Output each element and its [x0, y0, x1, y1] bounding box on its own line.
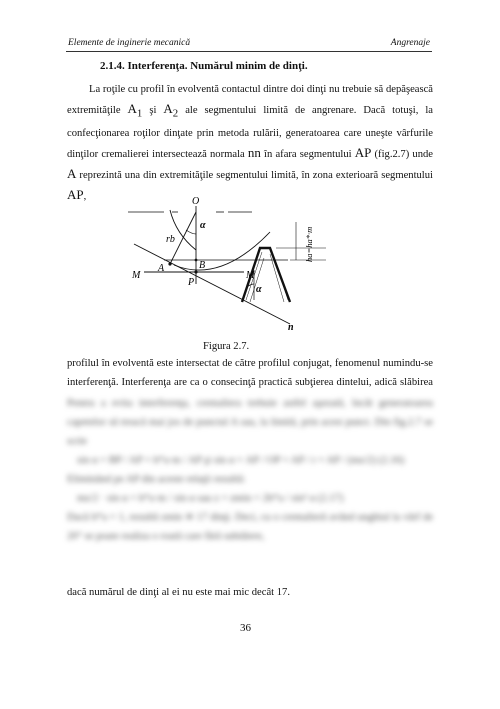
label-rb: rb [166, 234, 175, 245]
blurred-line: Eliminând pe AP din aceste relaţii rezultă: [67, 474, 246, 485]
paragraph-text: în afara segmentului [260, 148, 355, 160]
figure-interference-diagram [120, 192, 338, 332]
blurred-line: Dacă h*a = 1, rezultă zmin ≅ 17 dinţi. Deci, cu o cremalieră având unghiul la vârf de 20° se poate realiza o roată care fără subtăiere, [67, 512, 433, 542]
paragraph-intro [67, 80, 433, 206]
blurred-line: Pentru a evita interferenţa, cremaliera trebuie astfel aşezată, încât generatoarea capetelor să treacă mai jos de punctul A sau, la limită, prin acest punct. Din fig.2.7 se scrie [67, 398, 433, 447]
blurred-equation: mz/2 · sin α = h*a·m / sin α sau z = zmin = 2h*a / sin² α (2.17) [77, 493, 344, 504]
label-n: n [288, 322, 294, 332]
blurred-equation: sin α = BP / AP = h*a·m / AP şi sin α = AP / OP = AP / r = AP / (mz/2) (2.16) [77, 455, 405, 466]
page-number: 36 [240, 622, 251, 634]
symbol-nn: nn [247, 144, 261, 160]
line-of-action [134, 244, 290, 324]
point-b [195, 259, 198, 262]
label-addendum-height: ha=ha*·m [304, 226, 314, 262]
figure-caption: Figura 2.7. [203, 341, 250, 352]
symbol-a2 [163, 101, 179, 120]
paragraph-text: La roţile cu profil în evolventă contactul dintre doi dinţi nu trebuie să depăşească extremităţile [67, 84, 433, 116]
symbol-a1 [127, 101, 143, 120]
label-b: B [199, 260, 206, 271]
paragraph-text: , [83, 190, 87, 202]
paragraph-text: şi [142, 105, 164, 116]
alpha-angle-arc [186, 230, 196, 234]
section-title: 2.1.4. Interferenţa. Numărul minim de dinţi. [100, 60, 308, 72]
blurred-text-region [67, 394, 433, 582]
label-p: P [188, 277, 195, 288]
symbol-a: A [67, 165, 77, 181]
running-header-title: Elemente de inginerie mecanică [68, 38, 191, 48]
symbol-letter: A [163, 101, 173, 116]
paragraph-text: (fig.2.7) unde [371, 148, 433, 160]
label-o: O [192, 196, 200, 207]
symbol-subscript: 1 [136, 107, 143, 120]
paragraph-text: reprezintă una din extremităţile segmentului limită, în zona exterioară segmentului [76, 169, 433, 181]
point-p [194, 270, 197, 273]
label-alpha-top: α [200, 220, 206, 231]
paragraph-conclusion: dacă numărul de dinţi al ei nu este mai mic decât 17. [67, 587, 290, 598]
label-a: A [158, 263, 165, 274]
label-m-right: M [246, 270, 255, 281]
running-header-chapter: Angrenaje [390, 38, 430, 48]
point-a [168, 262, 171, 265]
header-rule [66, 51, 432, 52]
symbol-subscript: 2 [172, 107, 179, 120]
symbol-ap: AP [354, 144, 372, 160]
paragraph-interference: profilul în evolventă este intersectat de către profilul conjugat, fenomenul numindu-se interferenţă. Interferenţa are ca o consecinţă practică subţierea dintelui, adică slăbirea [67, 358, 433, 388]
label-m-left: M [132, 270, 141, 281]
symbol-ap: AP [67, 186, 84, 202]
symbol-letter: A [127, 101, 137, 116]
paragraph-text: ale segmentului limită de angrenare. Dacă totuşi, la confecţionarea roţilor dinţate prin metoda rulării, generatoarea care uneşte vârfurile dinţilor cremalierei intersectează normala [67, 105, 433, 160]
label-alpha-tooth: α [256, 284, 262, 295]
